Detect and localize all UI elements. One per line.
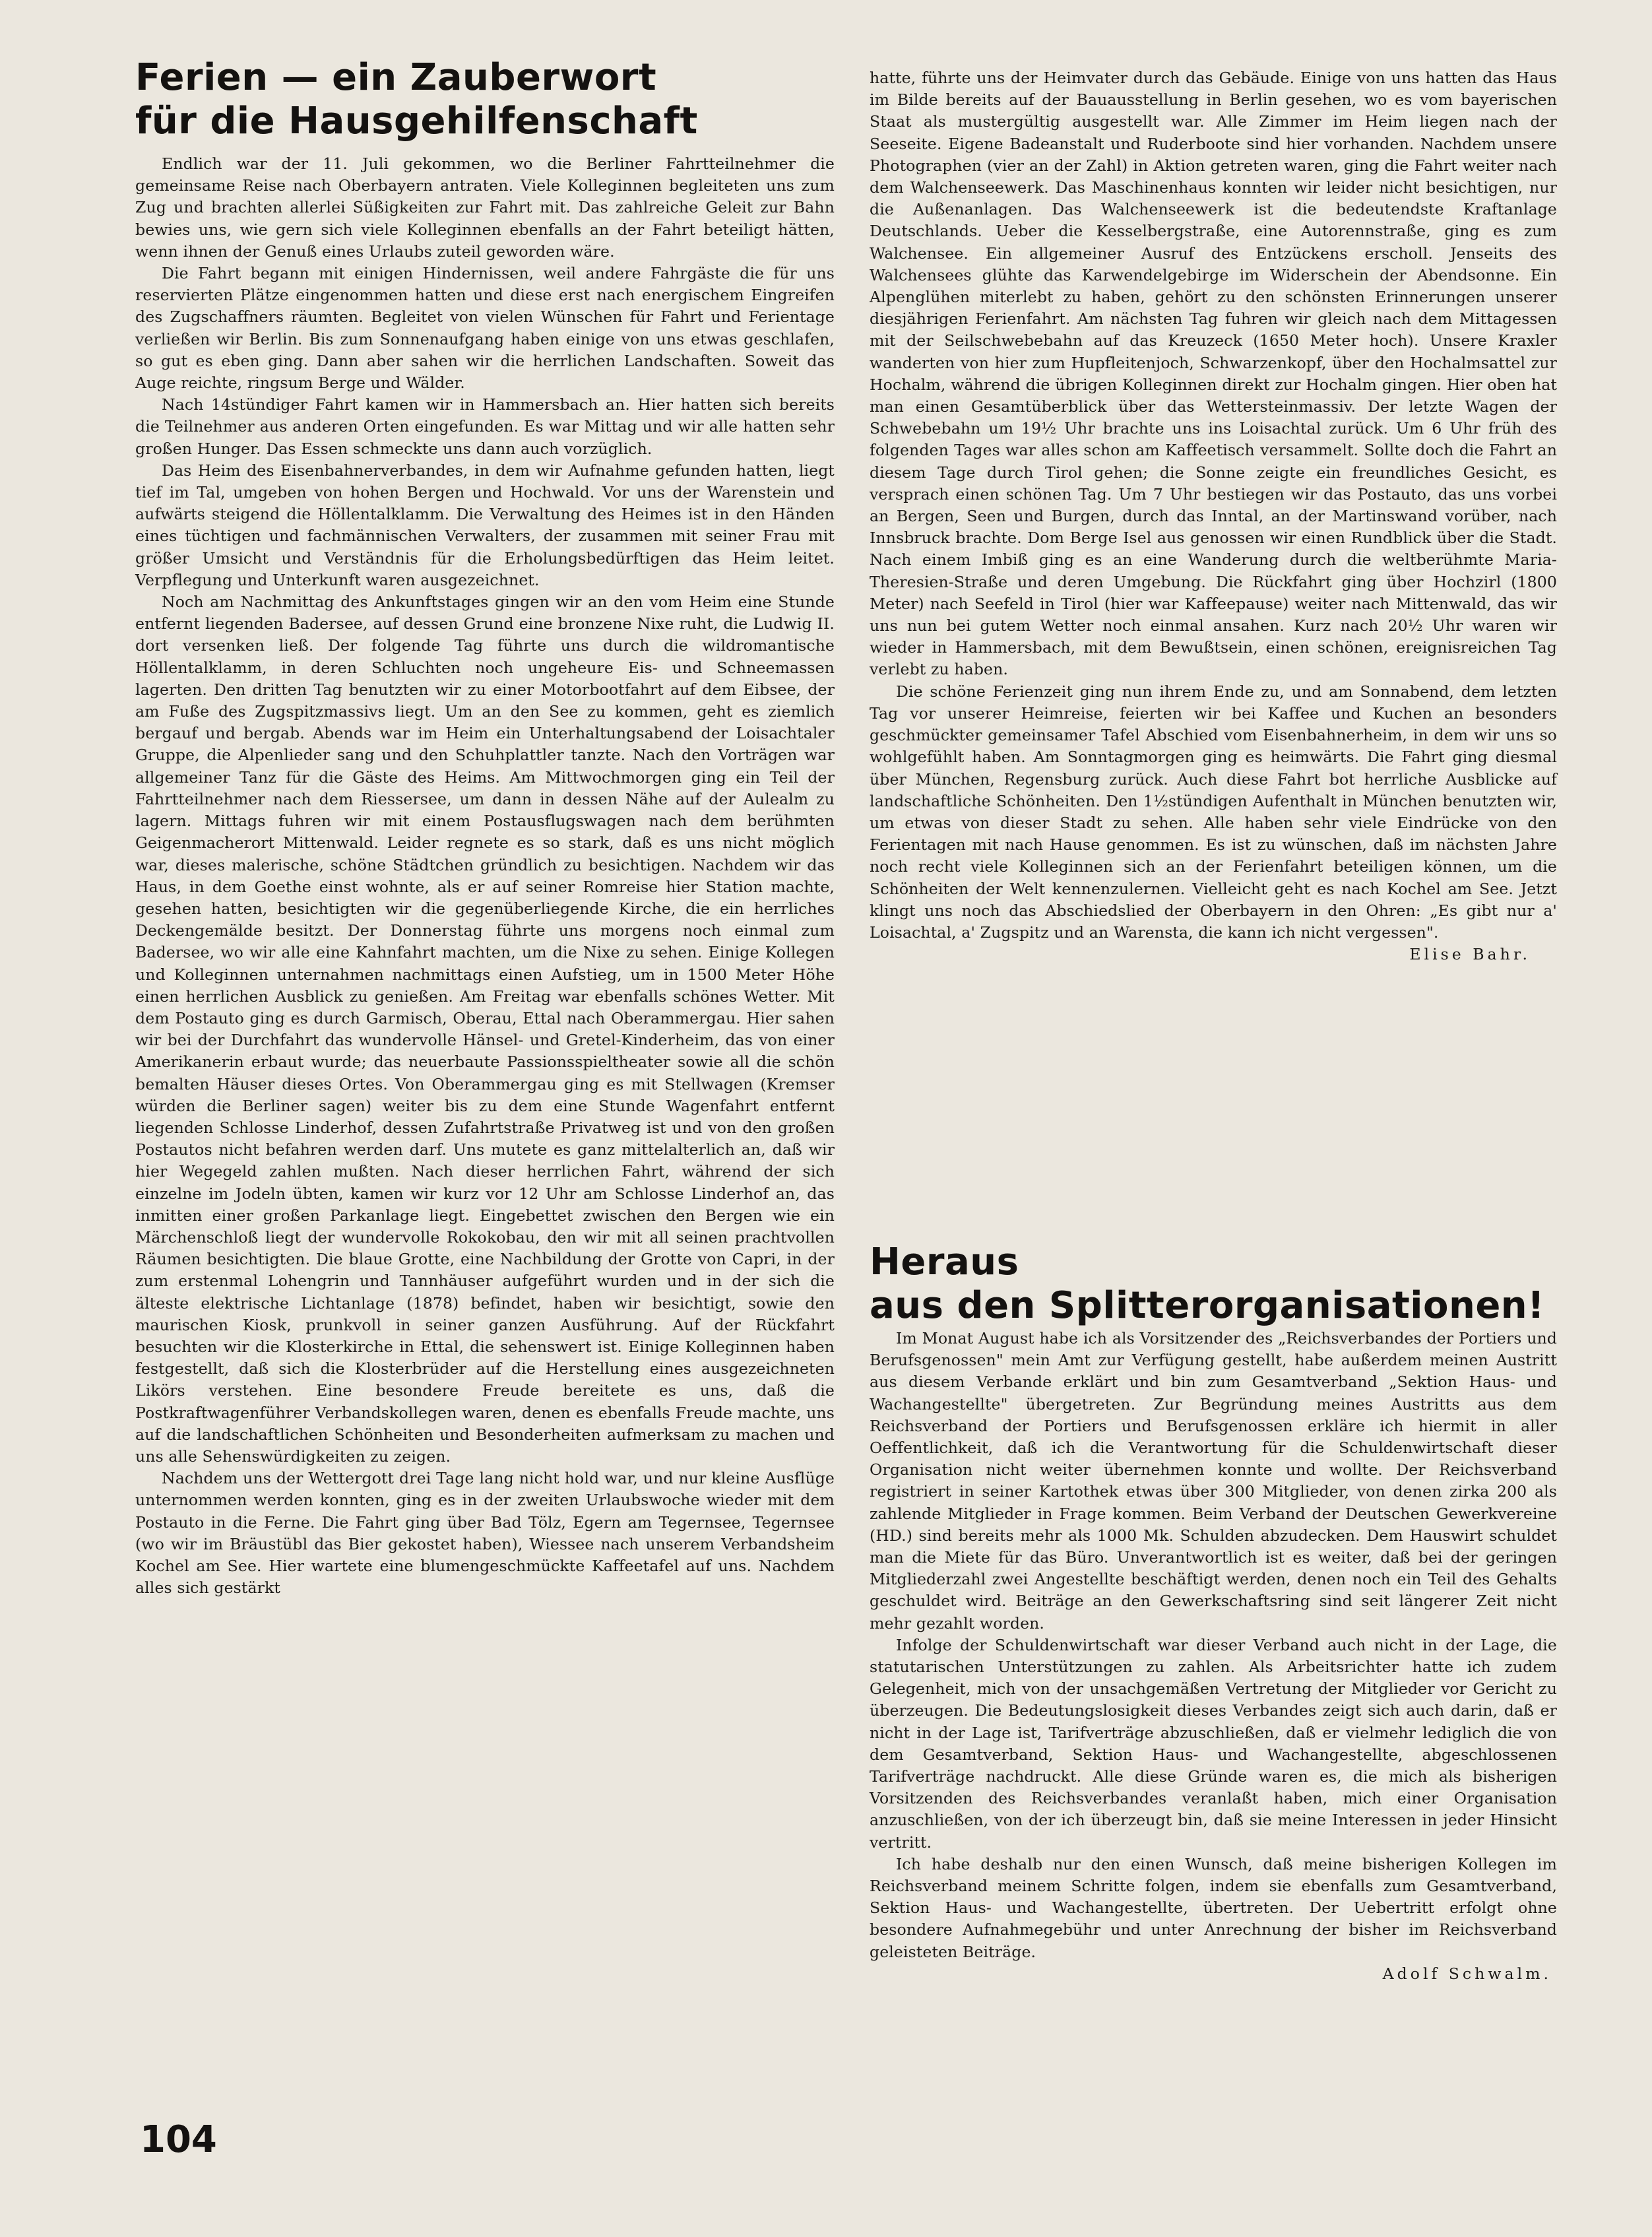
article1-paragraph: Nach 14stündiger Fahrt kamen wir in Hammersbach an. Hier hatten sich bereits die Teilnehmer aus anderen Orten eingefunden. Es war Mittag und wir alle hatten sehr großen Hunger. Das Essen schmeckte uns dann auch vorzüglich. — [135, 395, 835, 458]
article1-title-line2: für die Hausgehilfenschaft — [135, 100, 698, 143]
article1-headline — [135, 56, 698, 143]
article2-paragraph: Im Monat August habe ich als Vorsitzender des „Reichsverbandes der Portiers und Berufsgenossen" mein Amt zur Verfügung gestellt, habe außerdem meinen Austritt aus diesem Verbande erklärt und bin zum Gesamtverband „Sektion Haus- und Wachangestellte" übergetreten. Zur Begründung meines Austritts aus dem Reichsverband der Portiers und Berufsgenossen erkläre ich hiermit in aller Oeffentlichkeit, daß ich die Verantwortung für die Schuldenwirtschaft dieser Organisation nicht weiter übernehmen konnte und wollte. Der Reichsverband registriert in seiner Kartothek etwas über 300 Mitglieder, von denen zirka 200 als zahlende Mitglieder in Frage kommen. Beim Verband der Deutschen Gewerkvereine (HD.) sind bereits mehr als 1000 Mk. Schulden abzudecken. Dem Hauswirt schuldet man die Miete für das Büro. Unverantwortlich ist es weiter, daß bei der geringen Mitgliederzahl zwei Angestellte beschäftigt werden, denen noch ein Teil des Gehalts geschuldet wird. Beiträge an den Gewerkschaftsring sind seit längerer Zeit nicht mehr gezahlt worden. — [870, 1329, 1557, 1633]
article2-paragraph: Ich habe deshalb nur den einen Wunsch, daß meine bisherigen Kollegen im Reichsverband meinem Schritte folgen, indem sie ebenfalls zum Gesamtverband, Sektion Haus- und Wachangestellte, übertreten. Der Uebertritt erfolgt ohne besondere Aufnahmegebühr und unter Anrechnung der bisher im Reichsverband geleisteten Beiträge. — [870, 1854, 1557, 1961]
page-number: 104 — [140, 2118, 217, 2161]
article1-paragraph: Die Fahrt begann mit einigen Hindernissen, weil andere Fahrgäste die für uns reservierten Plätze eingenommen hatten und diese erst nach energischem Eingreifen des Zugschaffners räumten. Begleitet von vielen Wünschen für Fahrt und Ferientage verließen wir Berlin. Bis zum Sonnenaufgang haben einige von uns etwas geschlafen, so gut es eben ging. Dann aber sahen wir die herrlichen Landschaften. Soweit das Auge reichte, ringsum Berge und Wälder. — [135, 264, 835, 393]
article1-paragraph: Das Heim des Eisenbahnerverbandes, in dem wir Aufnahme gefunden hatten, liegt tief im Tal, umgeben von hohen Bergen und Hochwald. Vor uns der Warenstein und aufwärts steigend die Höllentalklamm. Die Verwaltung des Heimes ist in den Händen eines tüchtigen und fachmännischen Verwalters, der zusammen mit seiner Frau mit größer Umsicht und Verständnis für die Erholungsbedürftigen das Heim leitet. Verpflegung und Unterkunft waren ausgezeichnet. — [135, 461, 835, 589]
article1-signature: Elise Bahr. — [1409, 945, 1531, 964]
article1-paragraph: Die schöne Ferienzeit ging nun ihrem Ende zu, und am Sonnabend, dem letzten Tag vor unserer Heimreise, feierten wir bei Kaffee und Kuchen an besonders geschmückter gemeinsamer Tafel Abschied vom Eisenbahnerheim, in dem wir uns so wohlgefühlt haben. Am Sonntagmorgen ging es heimwärts. Die Fahrt ging diesmal über München, Regensburg zurück. Auch diese Fahrt bot herrliche Ausblicke auf landschaftliche Schönheiten. Den 1½stündigen Aufenthalt in München benutzten wir, um etwas von dieser Stadt zu sehen. Alle haben sehr viele Eindrücke von den Ferientagen mit nach Hause genommen. Es ist zu wünschen, daß im nächsten Jahre noch recht viele Kolleginnen sich an der Ferienfahrt beteiligen können, um die Schönheiten der Welt kennenzulernen. Vielleicht geht es nach Kochel am See. Jetzt klingt uns noch das Abschiedslied der Oberbayern in den Ohren: „Es gibt nur a' Loisachtal, a' Zugspitz und an Warensta, die kann ich nicht vergessen". — [870, 682, 1557, 942]
article1-paragraph: Noch am Nachmittag des Ankunftstages gingen wir an den vom Heim eine Stunde entfernt liegenden Badersee, auf dessen Grund eine bronzene Nixe ruht, die Ludwig II. dort versenken ließ. Der folgende Tag führte uns durch die wildromantische Höllentalklamm, in deren Schluchten noch ungeheure Eis- und Schneemassen lagerten. Den dritten Tag benutzten wir zu einer Motorbootfahrt auf dem Eibsee, der am Fuße des Zugspitzmassivs liegt. Um an den See zu kommen, geht es ziemlich bergauf und bergab. Abends war im Heim ein Unterhaltungsabend der Loisachtaler Gruppe, die Alpenlieder sang und den Schuhplattler tanzte. Nach den Vorträgen war allgemeiner Tanz für die Gäste des Heims. Am Mittwochmorgen ging ein Teil der Fahrtteilnehmer nach dem Riessersee, um dann in dessen Nähe auf der Aulealm zu lagern. Mittags fuhren wir mit einem Postausflugswagen nach dem berühmten Geigenmacherort Mittenwald. Leider regnete es so stark, daß es uns nicht möglich war, dieses malerische, schöne Städtchen gründlich zu besichtigen. Nachdem wir das Haus, in dem Goethe einst wohnte, als er auf seiner Romreise hier Station machte, gesehen hatten, besichtigten wir die gegenüberliegende Kirche, die ein herrliches Deckengemälde besitzt. Der Donnerstag führte uns morgens noch einmal zum Badersee, wo wir alle eine Kahnfahrt machten, um die Nixe zu sehen. Einige Kollegen und Kolleginnen unternahmen nachmittags einen Aufstieg, um in 1500 Meter Höhe einen herrlichen Ausblick zu genießen. Am Freitag war ebenfalls schönes Wetter. Mit dem Postauto ging es durch Garmisch, Oberau, Ettal nach Oberammergau. Hier sahen wir bei der Durchfahrt das wundervolle Hänsel- und Gretel-Kinderheim, das von einer Amerikanerin erbaut wurde; das neuerbaute Passionsspieltheater sowie all die schön bemalten Häuser dieses Ortes. Von Oberammergau ging es mit Stellwagen (Kremser würden die Berliner sagen) weiter bis zu dem eine Stunde Wagenfahrt entfernt liegenden Schlosse Linderhof, dessen Zufahrtstraße Privatweg ist und von den großen Postautos nicht befahren werden darf. Uns mutete es ganz mittelalterlich an, daß wir hier Wegegeld zahlen mußten. Nach dieser herrlichen Fahrt, während der sich einzelne im Jodeln übten, kamen wir kurz vor 12 Uhr am Schlosse Linderhof an, das inmitten einer großen Parkanlage liegt. Eingebettet zwischen den Bergen wie ein Märchenschloß liegt der wundervolle Rokokobau, den wir mit all seinen prachtvollen Räumen besichtigten. Die blaue Grotte, eine Nachbildung der Grotte von Capri, in der zum erstenmal Lohengrin und Tannhäuser aufgeführt wurden und in der sich die älteste elektrische Lichtanlage (1878) befindet, haben wir besichtigt, sowie den maurischen Kiosk, prunkvoll in seiner ganzen Ausführung. Auf der Rückfahrt besuchten wir die Klosterkirche in Ettal, die sehenswert ist. Einige Kolleginnen haben festgestellt, daß sich die Klosterbrüder auf die Herstellung eines ausgezeichneten Likörs verstehen. Eine besondere Freude bereitete es uns, daß die Postkraftwagenführer Verbandskollegen waren, denen es ebenfalls Freude machte, uns auf die landschaftlichen Schönheiten und Besonderheiten aufmerksam zu machen und uns alle Sehenswürdigkeiten zu zeigen. — [135, 593, 835, 1466]
article1-paragraph: Endlich war der 11. Juli gekommen, wo die Berliner Fahrtteilnehmer die gemeinsame Reise nach Oberbayern antraten. Viele Kolleginnen begleiteten uns zum Zug und brachten allerlei Süßigkeiten zur Fahrt mit. Das zahlreiche Geleit zur Bahn bewies uns, wie gern sich viele Kolleginnen ebenfalls an der Fahrt beteiligt hätten, wenn ihnen der Genuß eines Urlaubs zuteil geworden wäre. — [135, 154, 835, 261]
article1-paragraph: hatte, führte uns der Heimvater durch das Gebäude. Einige von uns hatten das Haus im Bilde bereits auf der Bauausstellung in Berlin gesehen, wo es vom bayerischen Staat als mustergültig ausgestellt war. Alle Zimmer im Heim liegen nach der Seeseite. Eigene Badeanstalt und Ruderboote sind hier vorhanden. Nachdem unsere Photographen (vier an der Zahl) in Aktion getreten waren, ging die Fahrt weiter nach dem Walchenseewerk. Das Maschinenhaus konnten wir leider nicht besichtigen, nur die Außenanlagen. Das Walchenseewerk ist die bedeutendste Kraftanlage Deutschlands. Ueber die Kesselbergstraße, eine Autorennstraße, ging es zum Walchensee. Ein allgemeiner Ausruf des Entzückens erscholl. Jenseits des Walchensees glühte das Karwendelgebirge im Widerschein der Abendsonne. Ein Alpenglühen miterlebt zu haben, gehört zu den schönsten Erinnerungen unserer diesjährigen Ferienfahrt. Am nächsten Tag fuhren wir gleich nach dem Mittagessen mit der Seilschwebebahn auf das Kreuzeck (1650 Meter hoch). Unsere Kraxler wanderten von hier zum Hupfleitenjoch, Schwarzenkopf, über den Hochalmsattel zur Hochalm, während die übrigen Kolleginnen direkt zur Hochalm gingen. Hier oben hat man einen Gesamtüberblick über das Wettersteinmassiv. Der letzte Wagen der Schwebebahn um 19½ Uhr brachte uns ins Loisachtal zurück. Um 6 Uhr früh des folgenden Tages war alles schon am Kaffeetisch versammelt. Sollte doch die Fahrt an diesem Tage durch Tirol gehen; die Sonne zeigte ein freundliches Gesicht, es versprach einen schönen Tag. Um 7 Uhr bestiegen wir das Postauto, das uns vorbei an Bergen, Seen und Burgen, durch das Inntal, an der Martinswand vorüber, nach Innsbruck brachte. Dom Berge Isel aus genossen wir einen Rundblick über die Stadt. Nach einem Imbiß ging es an eine Wanderung durch die weltberühmte Maria-Theresien-Straße und deren Umgebung. Die Rückfahrt ging über Hochzirl (1800 Meter) nach Seefeld in Tirol (hier war Kaffeepause) weiter nach Mittenwald, das wir uns nun bei gutem Wetter noch einmal ansahen. Kurz nach 20½ Uhr waren wir wieder in Hammersbach, mit dem Bewußtsein, einen schönen, ereignisreichen Tag verlebt zu haben. — [870, 69, 1557, 679]
article2-paragraph: Infolge der Schuldenwirtschaft war dieser Verband auch nicht in der Lage, die statutarischen Unterstützungen zu zahlen. Als Arbeitsrichter hatte ich zudem Gelegenheit, mich von der unsachgemäßen Vertretung der Mitglieder vor Gericht zu überzeugen. Die Bedeutungslosigkeit dieses Verbandes zeigt sich auch darin, daß er nicht in der Lage ist, Tarifverträge abzuschließen, daß er vielmehr lediglich die von dem Gesamtverband, Sektion Haus- und Wachangestellte, abgeschlossenen Tarifverträge nachdruckt. Alle diese Gründe waren es, die mich als bisherigen Vorsitzenden des Reichsverbandes veranlaßt haben, mich einer Organisation anzuschließen, von der ich überzeugt bin, daß sie meine Interessen in jeder Hinsicht vertritt. — [870, 1635, 1557, 1852]
article2-signature: Adolf Schwalm. — [1382, 1964, 1552, 1983]
article2-headline — [870, 1241, 1544, 1328]
article2-title-line2: aus den Splitterorganisationen! — [870, 1284, 1545, 1327]
article1-body-right — [870, 67, 1557, 965]
article1-title-line1: Ferien — ein Zauberwort — [135, 56, 657, 99]
article1-paragraph: Nachdem uns der Wettergott drei Tage lang nicht hold war, und nur kleine Ausflüge unternommen werden konnten, ging es in der zweiten Urlaubswoche wieder mit dem Postauto in die Ferne. Die Fahrt ging über Bad Tölz, Egern am Tegernsee, Tegernsee (wo wir im Bräustübl das Bier gekostet haben), Wiessee nach unserem Verbandsheim Kochel am See. Hier wartete eine blumengeschmückte Kaffeetafel auf uns. Nachdem alles sich gestärkt — [135, 1469, 835, 1598]
article1-body-left — [135, 153, 835, 1599]
article2-title-line1: Heraus — [870, 1241, 1019, 1283]
article2-body — [870, 1328, 1557, 1985]
